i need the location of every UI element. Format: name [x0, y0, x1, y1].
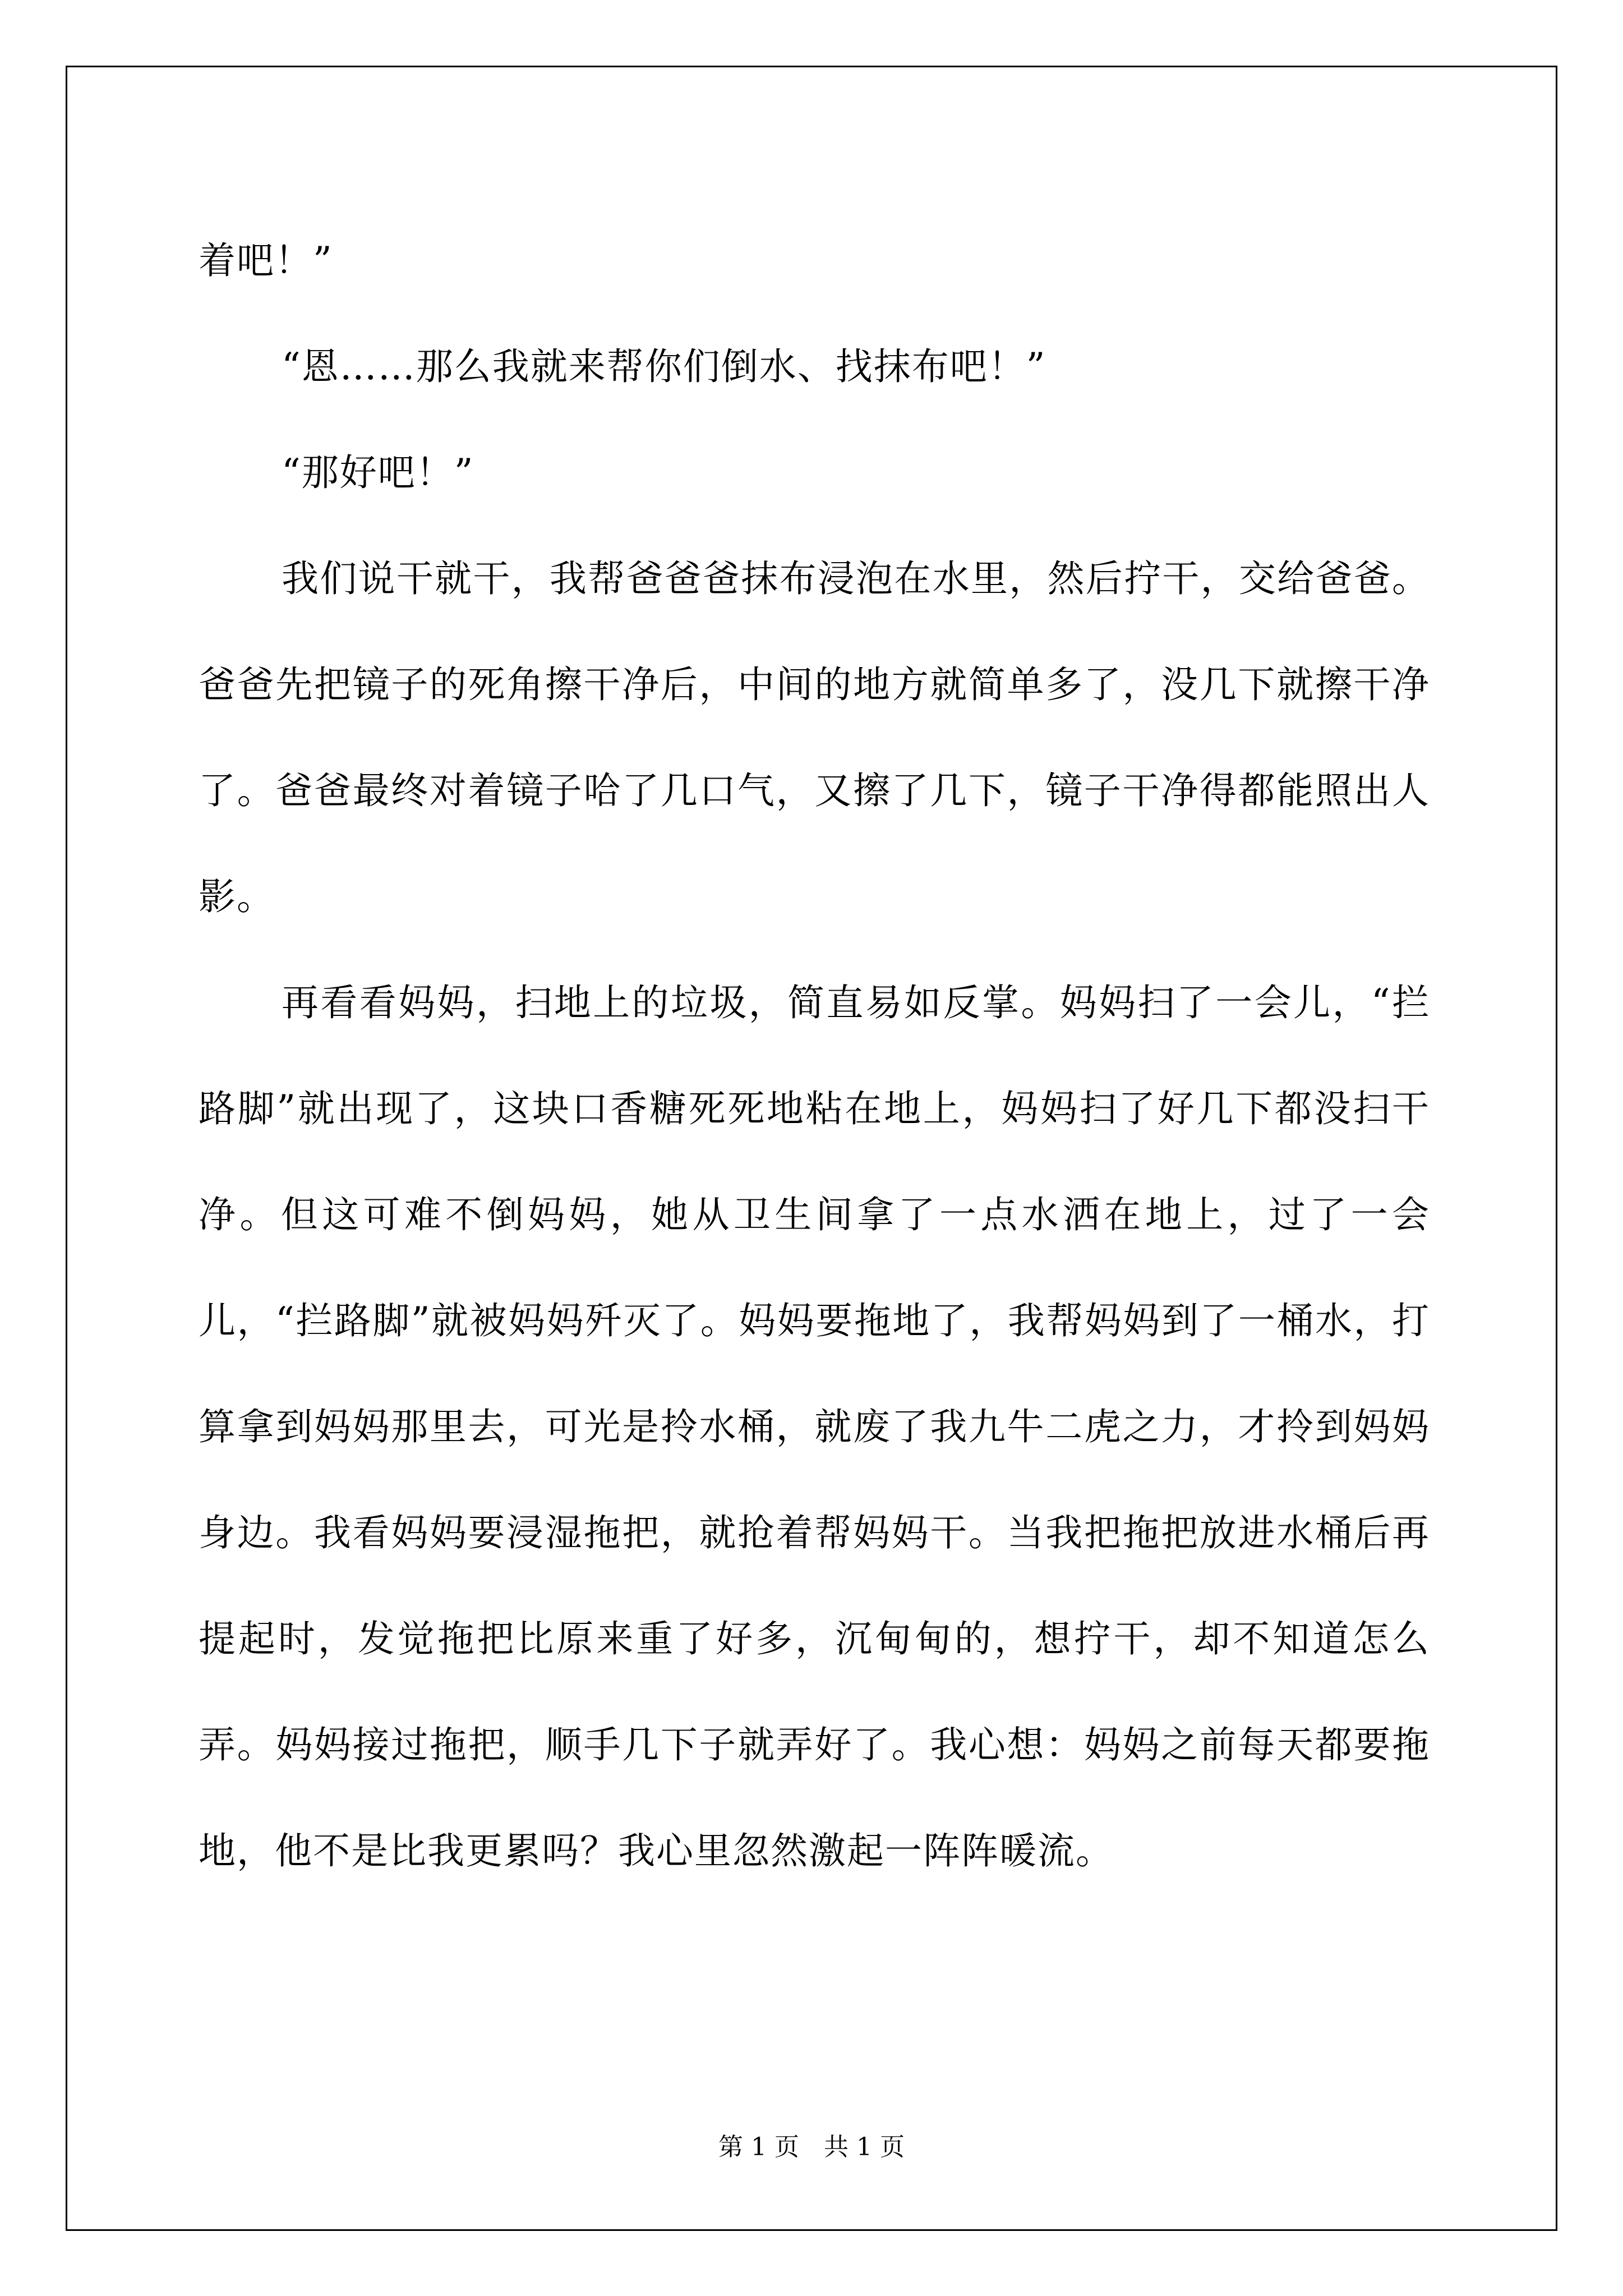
document-body	[199, 208, 1430, 1904]
paragraph-cleaning-mirror: 我们说干就干，我帮爸爸爸抹布浸泡在水里，然后拧干，交给爸爸。爸爸先把镜子的死角擦干净后，中间的地方就简单多了，没几下就擦干净了。爸爸最终对着镜子哈了几口气，又擦了几下，镜子干净得都能照出人影。	[199, 557, 1430, 918]
paragraph-continuation: 着吧！”	[199, 239, 333, 282]
paragraph-dialogue-2: “那好吧！”	[282, 451, 474, 494]
paragraph-mopping-floor: 再看看妈妈，扫地上的垃圾，简直易如反掌。妈妈扫了一会儿，“拦路脚”就出现了，这块口香糖死死地粘在地上，妈妈扫了好几下都没扫干净。但这可难不倒妈妈，她从卫生间拿了一点水洒在地上，过了一会儿，“拦路脚”就被妈妈歼灭了。妈妈要拖地了，我帮妈妈到了一桶水，打算拿到妈妈那里去，可光是拎水桶，就废了我九牛二虎之力，才拎到妈妈身边。我看妈妈要浸湿拖把，就抢着帮妈妈干。当我把拖把放进水桶后再提起时，发觉拖把比原来重了好多，沉甸甸的，想拧干，却不知道怎么弄。妈妈接过拖把，顺手几下子就弄好了。我心想：妈妈之前每天都要拖地，他不是比我更累吗？我心里忽然激起一阵阵暖流。	[199, 981, 1430, 1872]
page-number-footer: 第 1 页 共 1 页	[718, 2133, 905, 2161]
paragraph-dialogue-1: “恩……那么我就来帮你们倒水、找抹布吧！”	[282, 345, 1046, 388]
